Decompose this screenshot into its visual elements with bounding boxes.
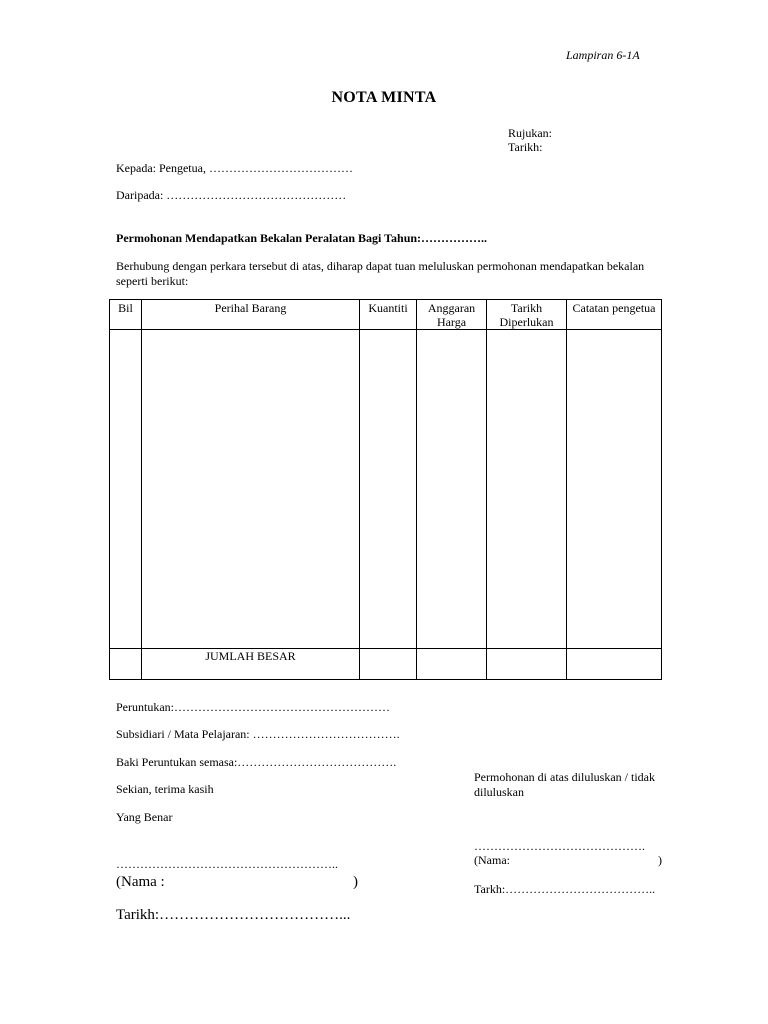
column-header-principal-notes: Catatan pengetua [567, 300, 662, 330]
total-cell-principal-notes[interactable] [567, 649, 662, 680]
total-cell-estimated-price[interactable] [417, 649, 487, 680]
approver-name-label: (Nama: [474, 853, 510, 867]
cell-bil[interactable] [110, 330, 142, 649]
table-total-row [110, 649, 662, 680]
approver-date-field: Tarkh:……………………………….. [474, 882, 656, 896]
applicant-name-label: (Nama : [116, 874, 165, 890]
applicant-name-close: ) [353, 874, 358, 890]
sincerely-text: Yang Benar [116, 810, 173, 824]
appendix-label: Lampiran 6-1A [566, 48, 640, 62]
approver-name-field [474, 853, 662, 868]
total-cell-quantity[interactable] [360, 649, 417, 680]
cell-estimated-price[interactable] [417, 330, 487, 649]
total-cell-bil [110, 649, 142, 680]
table-row [110, 330, 662, 649]
cell-quantity[interactable] [360, 330, 417, 649]
date-label: Tarikh: [508, 140, 543, 154]
applicant-date-field: Tarikh:………………………………... [116, 907, 351, 923]
approver-signature-line: ……………………………………. [474, 839, 645, 853]
approver-name-close: ) [658, 853, 662, 867]
column-header-quantity: Kuantiti [360, 300, 417, 330]
to-field: Kepada: Pengetua, ……………………………… [116, 161, 353, 175]
intro-paragraph: Berhubung dengan perkara tersebut di atas, diharap dapat tuan meluluskan permohonan mendapatkan bekalan seperti berikut: [116, 259, 645, 288]
column-header-estimated-price: Anggaran Harga [417, 300, 487, 330]
approval-statement: Permohonan di atas diluluskan / tidak diluluskan [474, 770, 655, 799]
cell-principal-notes[interactable] [567, 330, 662, 649]
balance-field: Baki Peruntukan semasa:…………………………………. [116, 755, 397, 769]
reference-block [508, 126, 552, 154]
allocation-field: Peruntukan:……………………………………………… [116, 700, 390, 714]
grand-total-label: JUMLAH BESAR [142, 649, 360, 680]
subject-line: Permohonan Mendapatkan Bekalan Peralatan Bagi Tahun:…………….. [116, 231, 488, 245]
table-header-row [110, 300, 662, 330]
cell-item-description[interactable] [142, 330, 360, 649]
reference-label: Rujukan: [508, 126, 552, 140]
items-table [109, 299, 662, 680]
from-field: Daripada: ……………………………………… [116, 188, 347, 202]
applicant-name-field [116, 873, 358, 891]
subsidiary-field: Subsidiari / Mata Pelajaran: ………………………………. [116, 727, 400, 741]
column-header-bil: Bil [110, 300, 142, 330]
applicant-signature-line: ……………………………………………….. [116, 857, 338, 871]
cell-date-required[interactable] [487, 330, 567, 649]
page-title: NOTA MINTA [331, 89, 437, 106]
column-header-date-required: Tarikh Diperlukan [487, 300, 567, 330]
closing-text: Sekian, terima kasih [116, 782, 214, 796]
total-cell-date-required[interactable] [487, 649, 567, 680]
column-header-item-description: Perihal Barang [142, 300, 360, 330]
